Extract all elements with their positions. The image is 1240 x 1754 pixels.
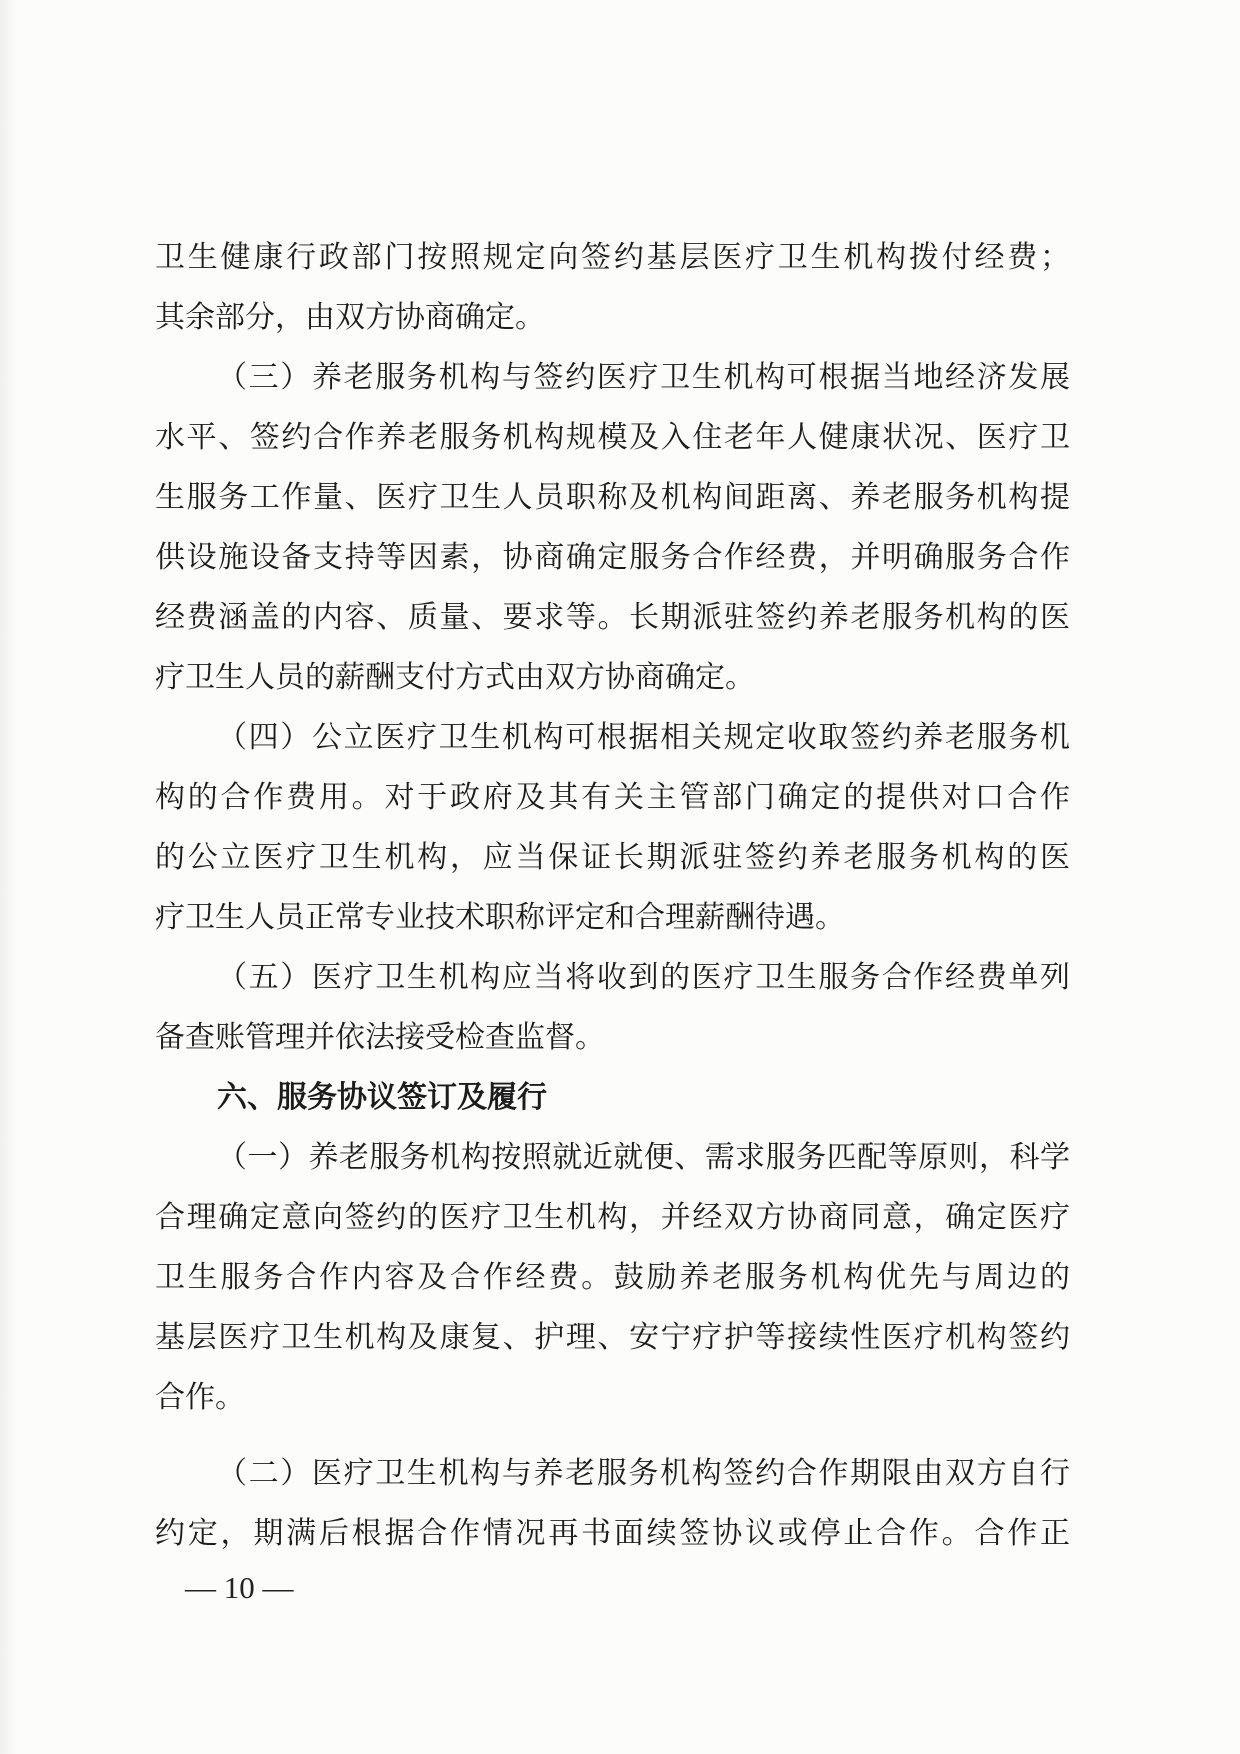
text-line: 其余部分，由双方协商确定。 [155, 300, 545, 335]
text-line: 生服务工作量、医疗卫生人员职称及机构间距离、养老服务机构提 [155, 480, 1070, 515]
text-line: 供设施设备支持等因素，协商确定服务合作经费，并明确服务合作 [155, 540, 1070, 575]
paragraph-two-start: （二）医疗卫生机构与养老服务机构签约合作期限由双方自行 [217, 1456, 1070, 1491]
paragraph-three-start: （三）养老服务机构与签约医疗卫生机构可根据当地经济发展 [217, 360, 1070, 395]
text-line: 水平、签约合作养老服务机构规模及入住老年人健康状况、医疗卫 [155, 420, 1070, 455]
paragraph-four-start: （四）公立医疗卫生机构可根据相关规定收取签约养老服务机 [217, 720, 1070, 755]
text-line: 约定，期满后根据合作情况再书面续签协议或停止合作。合作正 [155, 1516, 1070, 1551]
text-line: 卫生健康行政部门按照规定向签约基层医疗卫生机构拨付经费； [155, 240, 1070, 275]
section-heading: 六、服务协议签订及履行 [217, 1080, 547, 1115]
text-line: 备查账管理并依法接受检查监督。 [155, 1020, 605, 1055]
text-line: 经费涵盖的内容、质量、要求等。长期派驻签约养老服务机构的医 [155, 600, 1070, 635]
scan-edge-shadow [0, 0, 18, 1754]
text-line: 合理确定意向签约的医疗卫生机构，并经双方协商同意，确定医疗 [155, 1200, 1070, 1235]
paragraph-one-start: （一）养老服务机构按照就近就便、需求服务匹配等原则，科学 [217, 1140, 1070, 1175]
page-number: — 10 — [185, 1570, 294, 1605]
paragraph-five-start: （五）医疗卫生机构应当将收到的医疗卫生服务合作经费单列 [217, 960, 1070, 995]
text-line: 基层医疗卫生机构及康复、护理、安宁疗护等接续性医疗机构签约 [155, 1320, 1070, 1355]
text-line: 合作。 [155, 1380, 245, 1415]
text-line: 构的合作费用。对于政府及其有关主管部门确定的提供对口合作 [155, 780, 1070, 815]
paragraph-gap [155, 1428, 1070, 1444]
text-line: 疗卫生人员的薪酬支付方式由双方协商确定。 [155, 660, 755, 695]
text-line: 疗卫生人员正常专业技术职称评定和合理薪酬待遇。 [155, 900, 845, 935]
text-line: 的公立医疗卫生机构，应当保证长期派驻签约养老服务机构的医 [155, 840, 1070, 875]
text-line: 卫生服务合作内容及合作经费。鼓励养老服务机构优先与周边的 [155, 1260, 1070, 1295]
document-body [155, 228, 1070, 1564]
